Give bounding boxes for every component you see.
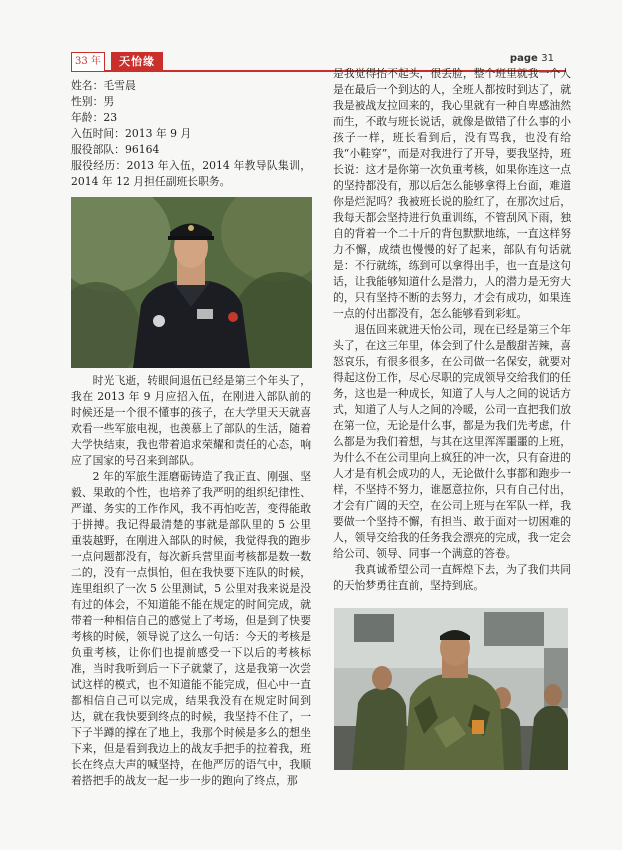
training-photo <box>334 608 568 770</box>
profile-name: 姓名：毛雪晨 <box>71 79 136 92</box>
article-right-column <box>333 66 571 594</box>
profile-gender: 性别：男 <box>71 95 115 108</box>
page-label: page <box>509 53 538 64</box>
profile-unit: 服役部队：96164 <box>71 143 160 156</box>
article-paragraph: 退伍回来就进天怡公司，现在已经是第三个年头了，在这三年里，体会到了什么是酸甜苦辣，喜怒哀乐，有很多很多，在公司做一名保安，就要对得起这份工作，尽心尽职的完成领导交给我们的任务，这也是一种成长，知道了人与人之间的说话方式，知道了人与人之间的冷暖，公司一直把我们放在第一位，无论是什么事，都是为我们先考虑，什么都是为我们着想，与其在这里浑浑噩噩的上班，为什么不在公司里向上疯狂的冲一次，只有奋进的人才是有机会成功的人，无论做什么事都和跑步一样，不坚持不努力，谁愿意拉你，只有自己付出，才会有广阔的天空，在公司上班与在军队一样，我要做一个坚持不懈，有担当、敢于面对一切困难的人，领导交给我的任务我会漂亮的完成，我一定会给公司、领导、同事一个满意的答卷。 <box>333 323 571 560</box>
portrait-photo-illustration <box>71 197 312 368</box>
training-photo-illustration <box>334 608 568 770</box>
article-left-column <box>71 373 311 789</box>
article-paragraph: 时光飞逝，转眼间退伍已经是第三个年头了，我在 2013 年 9 月应招入伍，在刚进入部队前的时候还是一个很不懂事的孩子，在大学里天天就喜欢看一些军旅电视，也羡慕上了部队的生活，随着大学快结束，我也带着追求荣耀和责任的心态，响应了国家的号召来到部队。 <box>71 374 311 467</box>
profile-block <box>71 78 311 190</box>
profile-experience: 服役经历：2013 年入伍，2014 年教导队集训，2014 年 12 月担任副班长职务。 <box>71 159 311 188</box>
article-paragraph: 2 年的军旅生涯磨砺铸造了我正直、刚强、坚毅、果敢的个性，也培养了我严明的组织纪律性、严谨、务实的工作作风，我不再怕吃苦，变得能敢于拼搏。我记得最清楚的事就是部队里的 5 公里重装越野，在刚进入部队的时候，我觉得我的跑步一点问题都没有，每次新兵营里面考核都是数一数二的，没有一点惧怕，但在我快要下连队的时候，连里组织了一次 5 公里测试，5 公里对我来说是没有过的体会，不知道能不能在规定的时间完成，就带着一种相信自己的感觉上了考场，但是到了快要考核的时候，领导说了这么一句话：今天的考核是负重考核，让你们也提前感受一下以后的考核标准，当时我听到后一下子就蒙了，这是我第一次尝试这样的模式，也不知道能不能完成，但心中一直都相信自己可以完成，结果我没有在规定时间到达，就在我快要到终点的时候，我坚持不住了，一下子半蹲的撑在了地上，我那个时候是多么的想坐下来，但是看到我边上的战友手把手的拉着我，班长在终点大声的喊坚持，在他严厉的语气中，我顺着搭把手的战友一起一步一步的跑向了终点，那 <box>71 470 311 787</box>
article-paragraph: 是我觉得抬不起头，很丢脸，整个班里就我一个人是在最后一个到达的人，全班人都按时到达了，就我是被战友拉回来的，我心里就有一种自卑感油然而生，不敢与班长说话，就像是做错了什么事的小孩子一样，班长看到后，没有骂我，也没有给我“小鞋穿”，而是对我进行了开导，要我坚持，班长说：这才是你第一次负重考核，如果你连这一点的坚持都没有，那以后怎么能够拿得上台面，难道你是烂泥吗？我被班长说的脸红了，在那次过后，我每天都会坚持进行负重训练，不管刮风下雨，独自的背着一个二十斤的背包默默地练，一直这样努力不懈，成绩也慢慢的好了起来，部队有句话就是：不行就练，练到可以拿得出手，也一直是这句话，让我能够知道什么是潜力，人的潜力是无穷大的，只有坚持不断的去努力，才会有成功，如果连一点的付出都没有，怎么能够看到彩虹。 <box>333 67 571 320</box>
brand-title: 天怡缘 <box>111 52 163 71</box>
article-paragraph: 我真诚希望公司一直辉煌下去，为了我们共同的天怡梦勇往直前，坚持到底。 <box>333 563 571 592</box>
portrait-photo <box>71 197 312 368</box>
profile-enlist-date: 入伍时间：2013 年 9 月 <box>71 127 192 140</box>
issue-label: 33 年 <box>71 52 105 72</box>
page-number-value: 31 <box>541 53 554 64</box>
profile-age: 年龄：23 <box>71 111 118 124</box>
page-number <box>510 53 554 64</box>
